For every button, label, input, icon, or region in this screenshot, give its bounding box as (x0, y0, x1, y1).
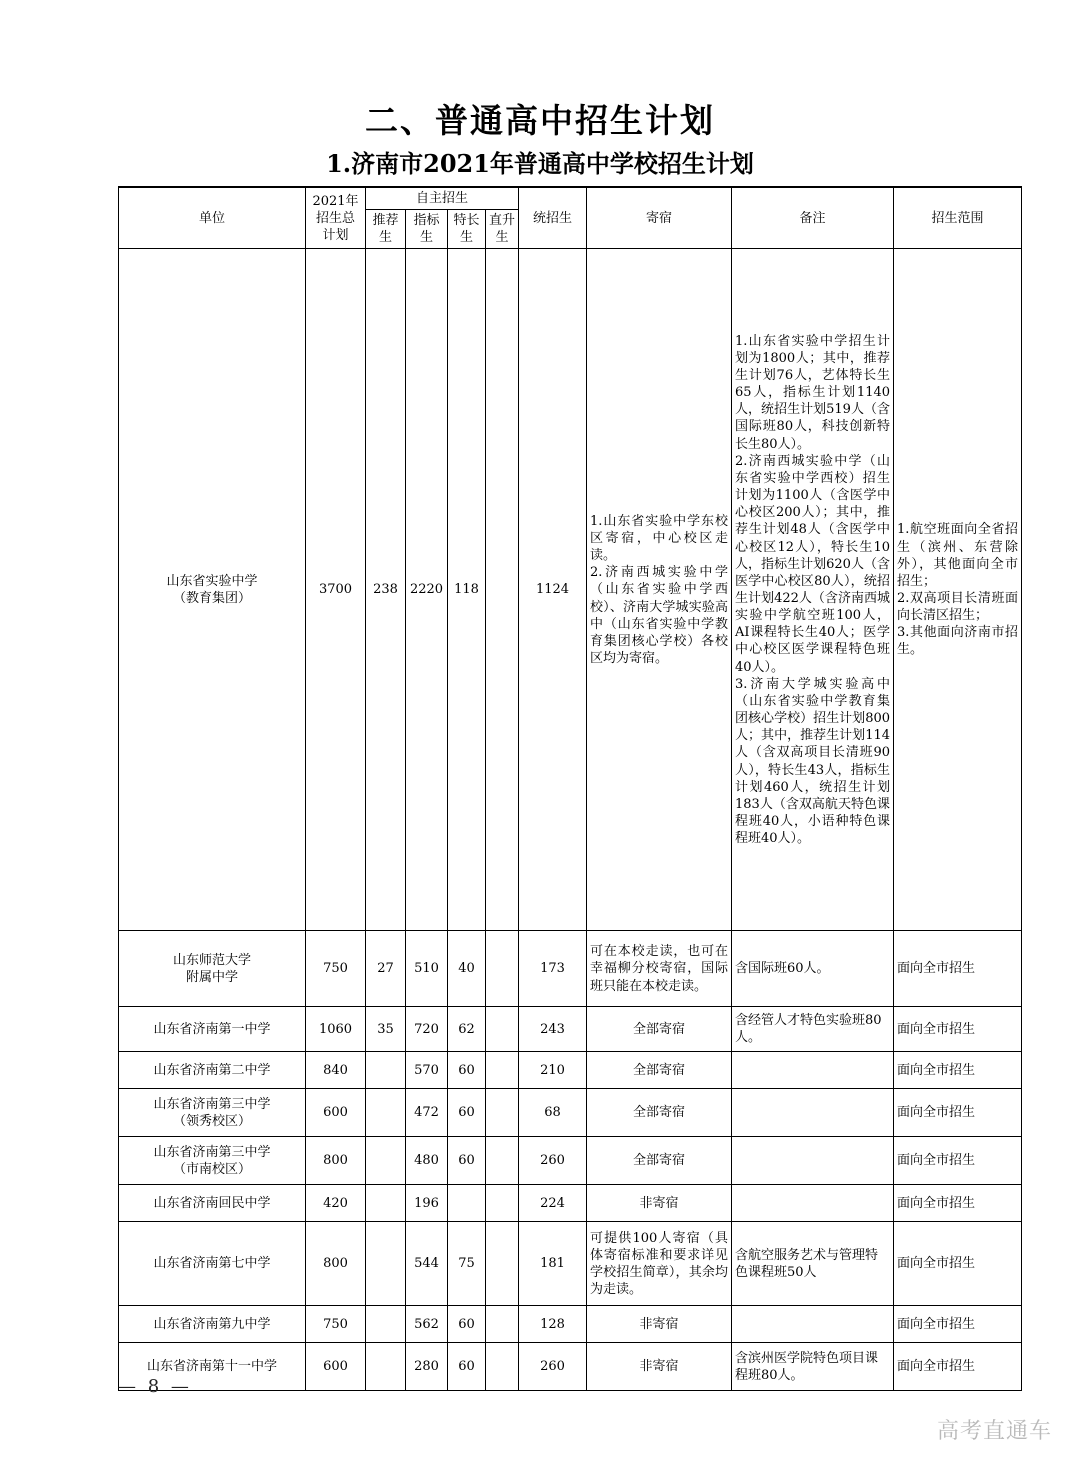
cell-remarks (732, 1306, 894, 1343)
admission-plan-table-wrapper (118, 186, 1019, 1391)
cell-remarks (732, 1052, 894, 1089)
cell-scope: 面向全市招生 (894, 1052, 1022, 1089)
cell-unit: 山东省济南第十一中学 (119, 1343, 306, 1391)
cell-recommend (366, 1343, 406, 1391)
table-row (119, 249, 1022, 931)
cell-scope: 面向全市招生 (894, 931, 1022, 1007)
cell-recommend (366, 1185, 406, 1222)
cell-direct (486, 1306, 519, 1343)
boarding-para-1: 1.山东省实验中学东校区寄宿，中心校区走读。 (590, 513, 729, 564)
cell-boarding: 非寄宿 (587, 1343, 732, 1391)
cell-scope: 面向全市招生 (894, 1185, 1022, 1222)
page-title: 二、普通高中招生计划 (365, 101, 715, 140)
cell-direct (486, 1185, 519, 1222)
col-header-boarding: 寄宿 (587, 187, 732, 249)
table-row (119, 931, 1022, 1007)
boarding-para-2: 2.济南西城实验中学（山东省实验中学西校）、济南大学城实验高中（山东省实验中学教育集团核心学校）各校区均为寄宿。 (590, 565, 729, 667)
table-row (119, 1007, 1022, 1052)
total-plan-line-1: 2021年 (312, 193, 359, 209)
cell-remarks (732, 1089, 894, 1137)
unit-line-1: 山东省实验中学 (166, 573, 258, 589)
cell-remarks: 含航空服务艺术与管理特色课程班50人 (732, 1222, 894, 1306)
col-header-unified: 统招生 (519, 187, 587, 249)
col-header-specialty: 特长生 (448, 210, 486, 249)
cell-quota: 510 (406, 931, 448, 1007)
cell-remarks (732, 1137, 894, 1185)
cell-quota: 280 (406, 1343, 448, 1391)
cell-recommend (366, 1052, 406, 1089)
col-header-quota: 指标生 (406, 210, 448, 249)
unit-line-1: 山东省济南第三中学 (153, 1144, 271, 1160)
cell-quota: 2220 (406, 249, 448, 931)
remarks-para-1: 1.山东省实验中学招生计划为1800人；其中，推荐生计划76人，艺体特长生65人，指标生计划1140人，统招生计划519人（含国际班80人，科技创新特长生80人）。 (735, 333, 891, 452)
cell-direct (486, 1137, 519, 1185)
cell-specialty: 40 (448, 931, 486, 1007)
unit-line-2: （领秀校区） (172, 1113, 251, 1129)
table-row (119, 1089, 1022, 1137)
table-row (119, 1185, 1022, 1222)
cell-total: 840 (306, 1052, 366, 1089)
cell-unit: 山东省济南第一中学 (119, 1007, 306, 1052)
table-row (119, 1222, 1022, 1306)
cell-unified: 128 (519, 1306, 587, 1343)
cell-boarding: 全部寄宿 (587, 1052, 732, 1089)
cell-specialty: 60 (448, 1089, 486, 1137)
cell-direct (486, 1007, 519, 1052)
cell-quota: 570 (406, 1052, 448, 1089)
cell-unit (119, 1089, 306, 1137)
cell-unit: 山东省济南回民中学 (119, 1185, 306, 1222)
total-plan-line-2: 招生总 (315, 210, 355, 226)
cell-unified: 224 (519, 1185, 587, 1222)
cell-recommend (366, 1222, 406, 1306)
cell-boarding: 可在本校走读，也可在幸福柳分校寄宿，国际班只能在本校走读。 (587, 931, 732, 1007)
cell-unified: 260 (519, 1343, 587, 1391)
cell-total: 600 (306, 1089, 366, 1137)
unit-line-1: 山东省济南第三中学 (153, 1096, 271, 1112)
cell-unit: 山东省济南第九中学 (119, 1306, 306, 1343)
cell-specialty: 118 (448, 249, 486, 931)
cell-remarks: 含经管人才特色实验班80人。 (732, 1007, 894, 1052)
cell-total: 750 (306, 1306, 366, 1343)
cell-quota: 562 (406, 1306, 448, 1343)
table-head (119, 187, 1022, 249)
cell-quota: 196 (406, 1185, 448, 1222)
cell-remarks (732, 249, 894, 931)
cell-remarks (732, 1185, 894, 1222)
cell-unified: 243 (519, 1007, 587, 1052)
cell-unit: 山东省济南第七中学 (119, 1222, 306, 1306)
cell-recommend: 238 (366, 249, 406, 931)
col-header-scope: 招生范围 (894, 187, 1022, 249)
cell-scope (894, 249, 1022, 931)
unit-line-1: 山东师范大学 (172, 952, 251, 968)
cell-unified: 173 (519, 931, 587, 1007)
table-body (119, 249, 1022, 1391)
cell-unified: 210 (519, 1052, 587, 1089)
table-row (119, 1137, 1022, 1185)
cell-direct (486, 249, 519, 931)
page-subtitle: 1.济南市2021年普通高中学校招生计划 (326, 149, 754, 178)
cell-boarding: 非寄宿 (587, 1306, 732, 1343)
cell-direct (486, 931, 519, 1007)
cell-quota: 480 (406, 1137, 448, 1185)
cell-recommend (366, 1089, 406, 1137)
cell-direct (486, 1089, 519, 1137)
table-row (119, 1306, 1022, 1343)
cell-recommend (366, 1306, 406, 1343)
cell-specialty: 60 (448, 1306, 486, 1343)
cell-recommend: 27 (366, 931, 406, 1007)
cell-unit (119, 931, 306, 1007)
cell-unified: 1124 (519, 249, 587, 931)
scope-para-1: 1.航空班面向全省招生（滨州、东营除外），其他面向全市招生； (897, 522, 1019, 589)
cell-total: 800 (306, 1137, 366, 1185)
cell-quota: 472 (406, 1089, 448, 1137)
cell-specialty: 60 (448, 1137, 486, 1185)
cell-scope: 面向全市招生 (894, 1007, 1022, 1052)
cell-remarks: 含滨州医学院特色项目课程班80人。 (732, 1343, 894, 1391)
cell-boarding: 全部寄宿 (587, 1089, 732, 1137)
scope-para-2: 2.双高项目长清班面向长清区招生； (897, 590, 1019, 624)
cell-total: 420 (306, 1185, 366, 1222)
table-row (119, 1052, 1022, 1089)
cell-specialty: 75 (448, 1222, 486, 1306)
remarks-para-3: 3.济南大学城实验高中（山东省实验中学教育集团核心学校）招生计划800人；其中，推荐生计划114人（含双高项目长清班90人），特长生43人，指标生计划460人，统招生计划183人（含双高航天特色课程班40人，小语种特色课程班40人）。 (735, 676, 891, 847)
cell-unified: 181 (519, 1222, 587, 1306)
cell-recommend: 35 (366, 1007, 406, 1052)
cell-unit (119, 249, 306, 931)
table-header-row-1 (119, 187, 1022, 210)
cell-boarding: 全部寄宿 (587, 1007, 732, 1052)
cell-recommend (366, 1137, 406, 1185)
col-header-remarks: 备注 (732, 187, 894, 249)
cell-scope: 面向全市招生 (894, 1222, 1022, 1306)
cell-unit (119, 1137, 306, 1185)
cell-total: 3700 (306, 249, 366, 931)
cell-scope: 面向全市招生 (894, 1343, 1022, 1391)
scope-para-3: 3.其他面向济南市招生。 (897, 625, 1019, 658)
cell-boarding: 非寄宿 (587, 1185, 732, 1222)
total-plan-line-3: 计划 (322, 227, 349, 243)
cell-scope: 面向全市招生 (894, 1089, 1022, 1137)
cell-total: 1060 (306, 1007, 366, 1052)
page-number: — 8 — (118, 1376, 192, 1397)
col-header-unit: 单位 (119, 187, 306, 249)
cell-scope: 面向全市招生 (894, 1306, 1022, 1343)
cell-total: 800 (306, 1222, 366, 1306)
col-header-total-plan (306, 187, 366, 249)
col-header-independent-admission: 自主招生 (366, 187, 519, 210)
cell-specialty: 60 (448, 1343, 486, 1391)
cell-total: 600 (306, 1343, 366, 1391)
unit-line-2: （市南校区） (172, 1161, 251, 1177)
admission-plan-table (118, 186, 1022, 1391)
cell-quota: 720 (406, 1007, 448, 1052)
cell-direct (486, 1052, 519, 1089)
watermark: 高考直通车 (936, 1419, 1052, 1444)
cell-boarding: 全部寄宿 (587, 1137, 732, 1185)
remarks-para-2: 2.济南西城实验中学（山东省实验中学西校）招生计划为1100人（含医学中心校区200人）；其中，推荐生计划48人（含医学中心校区12人），特长生10人，指标生计划620人（含医学中心校区80人），统招生计划422人（含济南西城实验中学航空班100人，AI课程特长生40人；医学中心校区医学课程特色班40人）。 (735, 453, 891, 675)
cell-remarks: 含国际班60人。 (732, 931, 894, 1007)
cell-boarding (587, 249, 732, 931)
cell-specialty: 62 (448, 1007, 486, 1052)
cell-total: 750 (306, 931, 366, 1007)
cell-scope: 面向全市招生 (894, 1137, 1022, 1185)
cell-unit: 山东省济南第二中学 (119, 1052, 306, 1089)
cell-boarding: 可提供100人寄宿（具体寄宿标准和要求详见学校招生简章），其余均为走读。 (587, 1222, 732, 1306)
cell-direct (486, 1222, 519, 1306)
col-header-direct: 直升生 (486, 210, 519, 249)
unit-line-2: 附属中学 (185, 969, 238, 985)
unit-line-2: （教育集团） (172, 590, 251, 606)
cell-quota: 544 (406, 1222, 448, 1306)
cell-unified: 260 (519, 1137, 587, 1185)
col-header-recommend: 推荐生 (366, 210, 406, 249)
cell-direct (486, 1343, 519, 1391)
cell-specialty: 60 (448, 1052, 486, 1089)
cell-specialty (448, 1185, 486, 1222)
table-row (119, 1343, 1022, 1391)
cell-unified: 68 (519, 1089, 587, 1137)
